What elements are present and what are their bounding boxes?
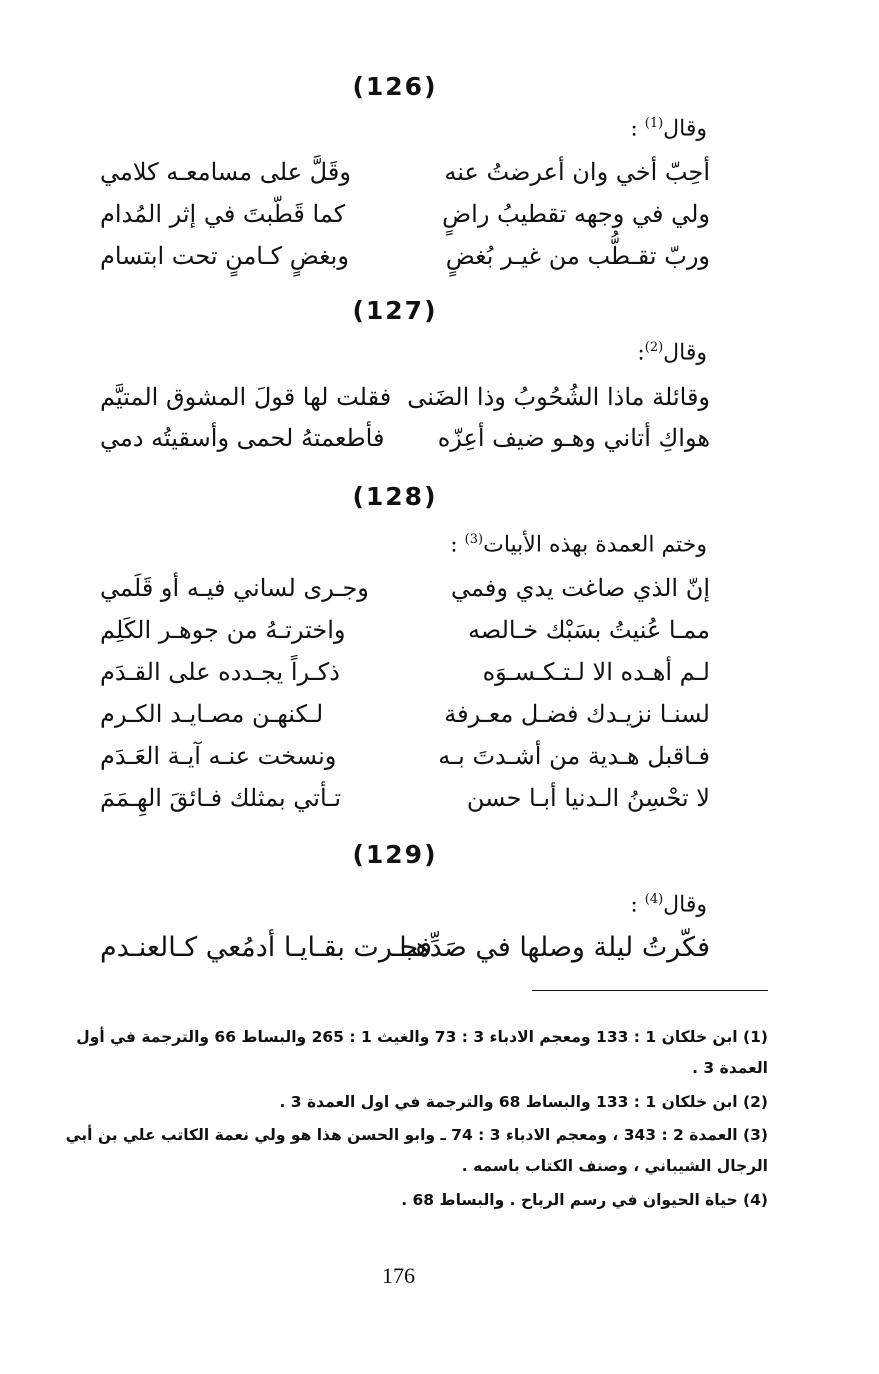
verse-second-hemistich: وقَلَّ على مسامعـه كلامي xyxy=(100,158,351,186)
verse-second-hemistich: كما قَطّبتَ في إثر المُدام xyxy=(100,200,346,228)
verse-first-hemistich: إنّ الذي صاغت يدي وفمي xyxy=(451,574,710,602)
poem-intro: وختم العمدة بهذه الأبيات$^{(3)}$ : xyxy=(450,532,707,558)
verse-second-hemistich: ذكـراً يجـدده على القـدَم xyxy=(100,658,340,686)
verse-second-hemistich: فجـرت بقـايـا أدمُعي كـالعنـدم xyxy=(100,932,432,963)
verse xyxy=(100,700,710,736)
verse-first-hemistich: هواكِ أتاني وهـو ضيف أعِزّه xyxy=(437,424,710,452)
footnote: (3) العمدة 2 : 343 ، ومعجم الادباء 3 : 74 ـ وابو الحسن هذا هو ولي نعمة الكاتب علي بن أبي الرجال الشيباني ، وصنف الكتاب باسمه . xyxy=(65,1126,768,1175)
verse-second-hemistich: واخترتـهُ من جوهـر الكَلِم xyxy=(100,616,346,644)
verse-first-hemistich: لـم أهـده الا لـتـكـسـوَه xyxy=(482,658,710,686)
verse xyxy=(100,242,710,278)
verse xyxy=(100,158,710,194)
verse-second-hemistich: وجـرى لساني فيـه أو قَلَمي xyxy=(100,574,369,602)
footnote: (2) ابن خلكان 1 : 133 والبساط 68 والترجمة في اول العمدة 3 . xyxy=(279,1093,768,1111)
verse xyxy=(100,424,710,460)
verse-first-hemistich: ولي في وجهه تقطيبُ راضٍ xyxy=(442,200,710,228)
verse xyxy=(100,784,710,820)
verse-first-hemistich: لسنـا نزيـدك فضـل معـرفة xyxy=(444,700,710,728)
footnote-separator xyxy=(532,990,768,991)
verse-first-hemistich: فـاقبل هـدية من أشـدتَ بـه xyxy=(438,742,710,770)
section-number: (128) xyxy=(352,482,438,511)
verse-first-hemistich: وقائلة ماذا الشُحُوبُ وذا الضَنى xyxy=(407,383,710,411)
verse-second-hemistich: تـأتي بمثلك فـائقَ الهِـمَمَ xyxy=(100,784,341,812)
poem-intro: وقال$^{(1)}$ : xyxy=(630,116,707,142)
verse-second-hemistich: فأطعمتهُ لحمى وأسقيتُه دمي xyxy=(100,424,385,452)
footnote-ref: (1) xyxy=(644,116,664,131)
footnote-ref: (2) xyxy=(644,340,664,355)
verse xyxy=(100,574,710,610)
footnote-ref: (3) xyxy=(464,532,484,547)
verse xyxy=(100,616,710,652)
footnote: (1) ابن خلكان 1 : 133 ومعجم الادباء 3 : 73 والغيث 1 : 265 والبساط 66 والترجمة في أول العمدة 3 . xyxy=(76,1028,768,1077)
verse xyxy=(100,200,710,236)
verse xyxy=(100,658,710,694)
verse-first-hemistich: لا تحْسِنُ الـدنيا أبـا حسن xyxy=(466,784,710,812)
verse xyxy=(100,932,710,968)
section-number: (127) xyxy=(352,296,438,325)
verse xyxy=(100,383,710,419)
footnote-ref: (4) xyxy=(644,892,664,907)
footnote: (4) حياة الحيوان في رسم الرباح . والبساط 68 . xyxy=(401,1191,768,1209)
verse-second-hemistich: فقلت لها قولَ المشوق المتيَّم xyxy=(100,383,392,411)
verse-first-hemistich: ممـا عُنيتُ بسَبْك خـالصه xyxy=(467,616,710,644)
verse-second-hemistich: لـكنهـن مصـايـد الكـرم xyxy=(100,700,324,728)
section-number: (126) xyxy=(352,72,438,101)
verse xyxy=(100,742,710,778)
page-number: 176 xyxy=(382,1263,415,1288)
poem-intro: وقال$^{(4)}$ : xyxy=(630,892,707,918)
poem-intro: وقال$^{(2)}$: xyxy=(637,340,707,366)
verse-first-hemistich: أحِبّ أخي وان أعرضتُ عنه xyxy=(444,158,710,186)
section-number: (129) xyxy=(352,840,438,869)
verse-first-hemistich: فكّرتُ ليلة وصلها في صَدِّهـا xyxy=(399,932,710,963)
verse-first-hemistich: وربّ تقـطُّب من غيـر بُغضٍ xyxy=(445,242,710,270)
verse-second-hemistich: وبغضٍ كـامنٍ تحت ابتسام xyxy=(100,242,349,270)
verse-second-hemistich: ونسخت عنـه آيـة العَـدَم xyxy=(100,742,337,770)
